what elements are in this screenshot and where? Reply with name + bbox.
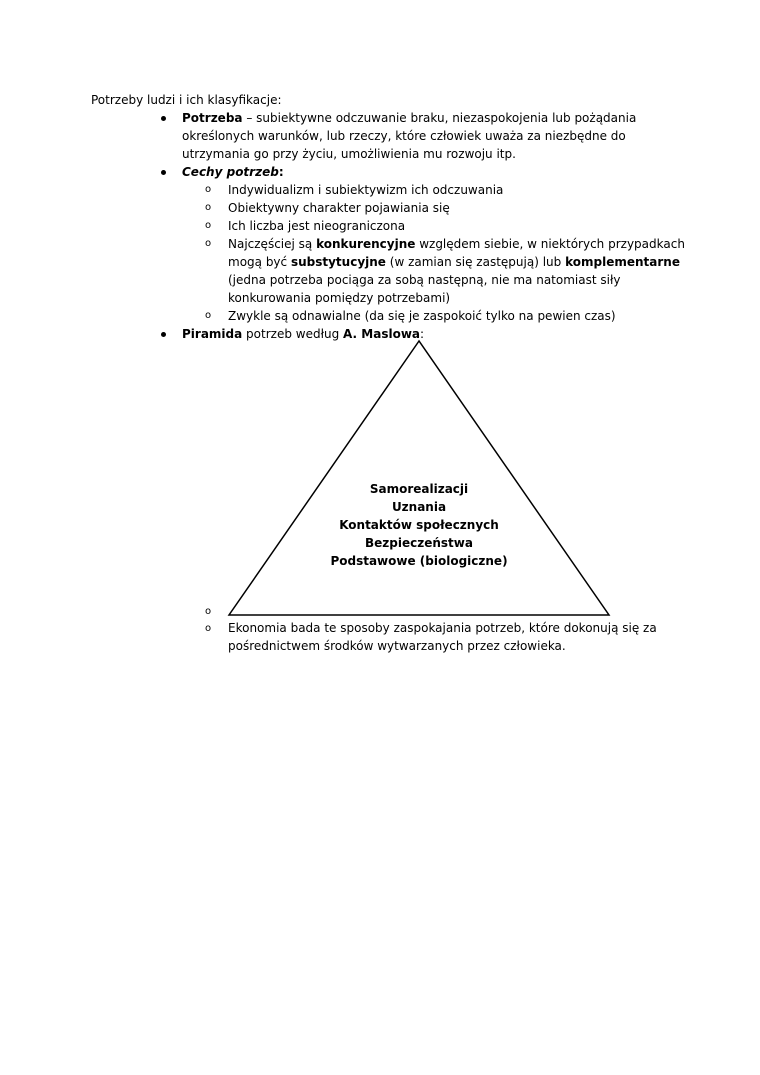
pyramid-intro-bold-pyramid: Piramida xyxy=(182,327,243,341)
feature-item-4-bold-substitutive: substytucyjne xyxy=(290,255,386,269)
feature-item-4-line-3: (jedna potrzeba pociąga za sobą następną, nie ma natomiast siły xyxy=(228,273,621,287)
pyramid-level-safety: Bezpieczeństwa xyxy=(365,536,473,550)
features-title-colon: : xyxy=(278,165,284,179)
economy-line-1: Ekonomia bada te sposoby zaspokajania potrzeb, które dokonują się za xyxy=(228,621,657,635)
feature-item-4-text-c: mogą być xyxy=(228,255,291,269)
circle-bullet-icon: o xyxy=(205,184,212,195)
pyramid-intro-bold-maslow: A. Maslowa xyxy=(343,327,420,341)
circle-bullet-icon: o xyxy=(205,202,212,213)
pyramid-intro-text: potrzeb według xyxy=(242,327,344,341)
feature-item-5: Zwykle są odnawialne (da się je zaspokoić tylko na pewien czas) xyxy=(228,309,616,323)
pyramid-level-esteem: Uznania xyxy=(391,500,447,514)
need-term: Potrzeba xyxy=(182,111,243,125)
need-definition-line-2: określonych warunków, lub rzeczy, które człowiek uważa za niezbędne do xyxy=(182,129,626,143)
pyramid-level-social: Kontaktów społecznych xyxy=(339,518,499,532)
feature-item-4-bold-complementary: komplementarne xyxy=(565,255,680,269)
circle-bullet-icon: o xyxy=(205,606,212,617)
feature-item-3: Ich liczba jest nieograniczona xyxy=(228,219,406,233)
feature-item-4-text-b: względem siebie, w niektórych przypadkach xyxy=(415,237,685,251)
page-heading: Potrzeby ludzi i ich klasyfikacje: xyxy=(91,93,282,107)
pyramid-level-self-actualization: Samorealizacji xyxy=(369,482,469,496)
need-definition-line-3: utrzymania go przy życiu, umożliwienia mu rozwoju itp. xyxy=(182,147,516,161)
feature-item-4-text-d: (w zamian się zastępują) lub xyxy=(385,255,566,269)
feature-item-2: Obiektywny charakter pojawiania się xyxy=(228,201,450,215)
feature-item-4-text-a: Najczęściej są xyxy=(228,237,317,251)
circle-bullet-icon: o xyxy=(205,310,212,321)
pyramid-level-physiological: Podstawowe (biologiczne) xyxy=(330,554,508,568)
need-text-1: – subiektywne odczuwanie braku, niezaspokojenia lub pożądania xyxy=(242,111,637,125)
circle-bullet-icon: o xyxy=(205,238,212,249)
circle-bullet-icon: o xyxy=(205,623,212,634)
feature-item-4-bold-competitive: konkurencyjne xyxy=(316,237,416,251)
circle-bullet-icon: o xyxy=(205,220,212,231)
pyramid-intro-colon: : xyxy=(420,327,425,341)
pyramid-triangle xyxy=(229,341,609,615)
economy-line-2: pośrednictwem środków wytwarzanych przez człowieka. xyxy=(228,639,566,653)
features-title-text: Cechy potrzeb xyxy=(182,165,279,179)
feature-item-4-line-4: konkurowania pomiędzy potrzebami) xyxy=(228,291,451,305)
feature-item-1: Indywidualizm i subiektywizm ich odczuwania xyxy=(228,183,504,197)
